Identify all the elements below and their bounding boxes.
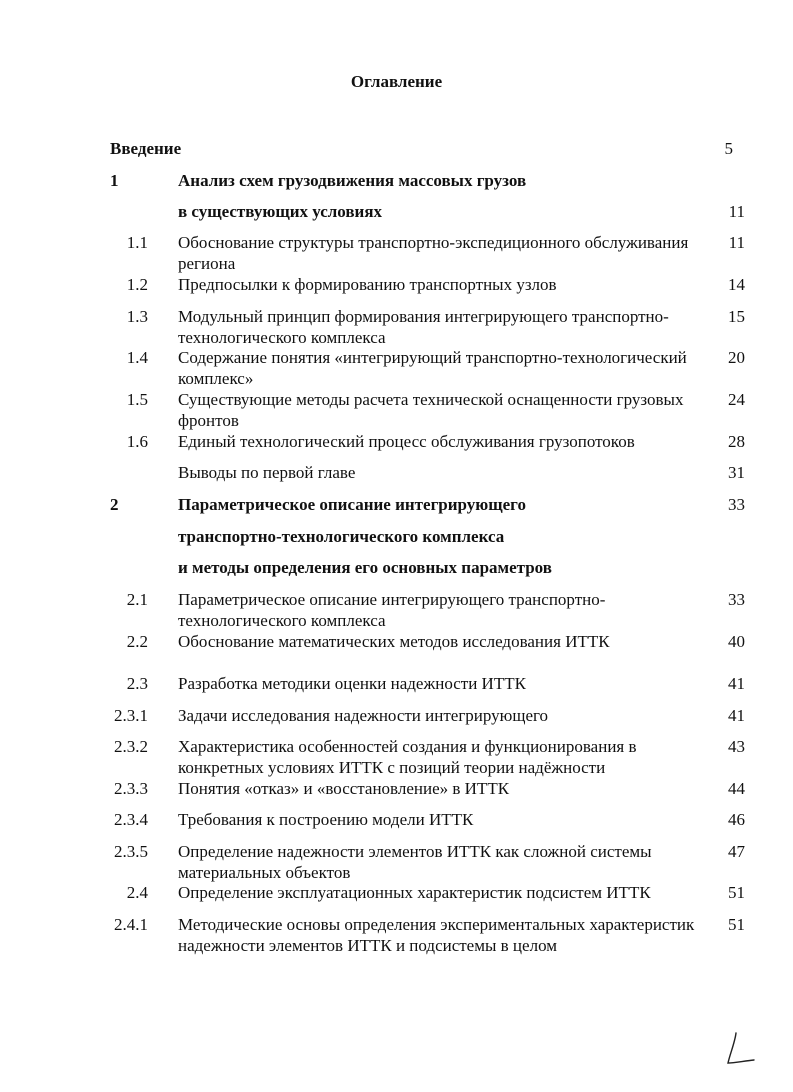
toc-entry-text: Предпосылки к формированию транспортных узлов	[178, 275, 557, 294]
toc-entry-page: 51	[728, 915, 745, 934]
toc-entry-page: 43	[728, 737, 745, 756]
toc-entry-page: 33	[728, 590, 745, 609]
toc-entry-text: Существующие методы расчета технической оснащенности грузовых фронтов	[178, 390, 684, 430]
toc-entry-page: 41	[728, 674, 745, 693]
toc-entry-text: Единый технологический процесс обслуживания грузопотоков	[178, 432, 635, 451]
toc-entry-page: 40	[728, 632, 745, 651]
toc-entry-text: Обоснование математических методов исследования ИТТК	[178, 632, 610, 651]
toc-title: Оглавление	[350, 72, 443, 91]
toc-entry-page: 24	[728, 390, 745, 409]
toc-entry-text: Разработка методики оценки надежности ИТТК	[178, 674, 526, 693]
toc-entry-text: Введение	[110, 139, 182, 158]
toc-entry-number: 1.4	[126, 348, 148, 367]
toc-entry-text: Выводы по первой главе	[178, 463, 356, 482]
toc-entry-page: 28	[728, 432, 745, 451]
toc-entry-page: 5	[724, 139, 733, 158]
toc-entry-page: 14	[728, 275, 745, 294]
toc-entry-number: 2.3.3	[114, 779, 148, 798]
handwritten-signature-mark	[722, 1030, 762, 1070]
toc-entry-number: 1.3	[126, 307, 148, 326]
toc-entry-number: 2.1	[126, 590, 148, 609]
toc-entry-text: Характеристика особенностей создания и функционирования в конкретных условиях ИТТК с позиций теории надёжности	[178, 737, 637, 777]
toc-entry-number: 2.4.1	[114, 915, 148, 934]
toc-entry-page: 47	[728, 842, 745, 861]
toc-chapter-title-line: Анализ схем грузодвижения массовых грузов	[178, 171, 527, 190]
toc-entry-number: 1.1	[126, 233, 148, 252]
toc-entry-page: 11	[728, 202, 745, 221]
toc-entry-text: Содержание понятия «интегрирующий транспортно-технологический комплекс»	[178, 348, 687, 388]
toc-entry-page: 46	[728, 810, 745, 829]
toc-entry-page: 33	[728, 495, 745, 514]
toc-entry-text: Понятия «отказ» и «восстановление» в ИТТК	[178, 779, 510, 798]
toc-entry-text: Модульный принцип формирования интегрирующего транспортно-технологического комплекса	[178, 307, 669, 347]
toc-chapter-number: 1	[110, 171, 119, 190]
toc-entry-number: 2.3	[126, 674, 148, 693]
toc-entry-number: 2.4	[126, 883, 148, 902]
toc-chapter-number: 2	[110, 495, 119, 514]
toc-entry-page: 11	[728, 233, 745, 252]
toc-entry-number: 2.3.2	[114, 737, 148, 756]
toc-entry-text: Обоснование структуры транспортно-экспедиционного обслуживания региона	[178, 233, 689, 273]
toc-entry-number: 1.2	[126, 275, 148, 294]
toc-chapter-title-line: в существующих условиях	[178, 202, 383, 221]
toc-chapter-title-line: и методы определения его основных параметров	[178, 558, 552, 577]
toc-entry-text: Задачи исследования надежности интегрирующего	[178, 706, 549, 725]
toc-entry-number: 2.3.1	[114, 706, 148, 725]
toc-entry-number: 2.3.4	[114, 810, 148, 829]
toc-entry-page: 44	[728, 779, 745, 798]
toc-entry-number: 2.2	[126, 632, 148, 651]
toc-entry-page: 51	[728, 883, 745, 902]
toc-entry-page: 31	[728, 463, 745, 482]
toc-entry-page: 20	[728, 348, 745, 367]
toc-entry-number: 1.6	[126, 432, 148, 451]
toc-entry-text: Определение эксплуатационных характеристик подсистем ИТТК	[178, 883, 651, 902]
toc-entry-text: Методические основы определения экспериментальных характеристик надежности элементов ИТТК и подсистемы в целом	[178, 915, 695, 955]
toc-entry-text: Параметрическое описание интегрирующего транспортно-технологического комплекса	[178, 590, 606, 630]
toc-entry-text: Определение надежности элементов ИТТК как сложной системы материальных объектов	[178, 842, 652, 882]
toc-entry-page: 41	[728, 706, 745, 725]
toc-entry-text: Требования к построению модели ИТТК	[178, 810, 474, 829]
toc-entry-number: 1.5	[126, 390, 148, 409]
toc-entry-page: 15	[728, 307, 745, 326]
toc-chapter-title-line: транспортно-технологического комплекса	[178, 527, 505, 546]
toc-chapter-title-line: Параметрическое описание интегрирующего	[178, 495, 526, 514]
toc-entry-number: 2.3.5	[114, 842, 148, 861]
